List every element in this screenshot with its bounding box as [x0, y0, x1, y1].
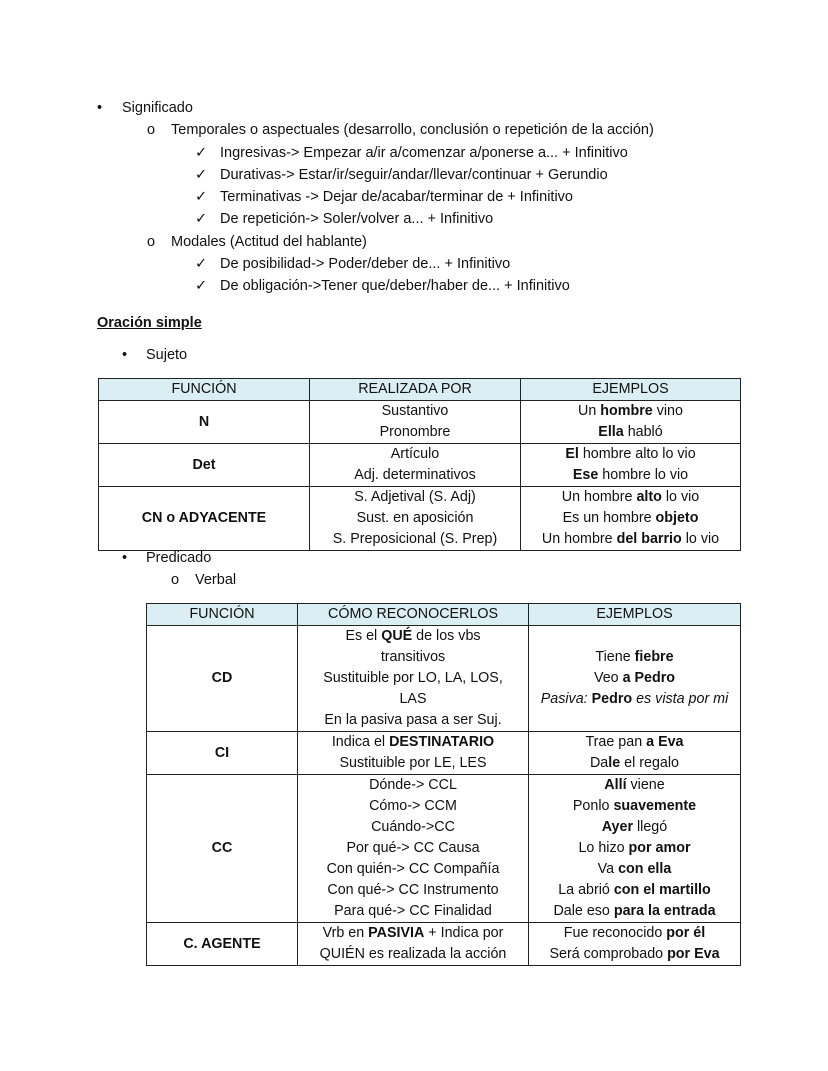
- sub-text: Modales (Actitud del hablante): [171, 233, 367, 250]
- cell-line: [529, 880, 740, 901]
- bold-segment: con ella: [618, 861, 672, 877]
- cell-line: [298, 859, 528, 880]
- examples-cell: [529, 732, 741, 775]
- cell-line: [298, 944, 528, 965]
- text-segment: Fue reconocido: [563, 925, 667, 941]
- text-segment: viene: [626, 777, 665, 793]
- text-segment: Con quién-> CC Compañía: [326, 861, 500, 877]
- text-segment: Con qué-> CC Instrumento: [327, 882, 499, 898]
- recognition-cell: [310, 487, 521, 551]
- bold-segment: a Eva: [646, 734, 684, 750]
- cell-line: [529, 817, 740, 838]
- cell-line: [310, 444, 520, 465]
- text-segment: Dale eso: [553, 903, 614, 919]
- bold-segment: QUÉ: [381, 628, 413, 644]
- cell-line: [529, 796, 740, 817]
- text-segment: el regalo: [620, 755, 680, 771]
- text-segment: Lo hizo: [578, 840, 629, 856]
- text-segment: Dónde-> CCL: [369, 777, 457, 793]
- italic-segment: es vista por mi: [632, 691, 729, 707]
- examples-cell: [529, 923, 741, 966]
- table-row: [99, 444, 741, 487]
- cell-line: [529, 689, 740, 710]
- cell-line: [310, 508, 520, 529]
- text-segment: Un hombre: [561, 489, 637, 505]
- cell-line: [298, 710, 528, 731]
- text-segment: Artículo: [390, 446, 440, 462]
- text-segment: Va: [597, 861, 619, 877]
- text-segment: S. Adjetival (S. Adj): [354, 489, 476, 505]
- bold-segment: Allí: [604, 777, 627, 793]
- checkmark-icon: ✓: [195, 166, 208, 183]
- recognition-cell: [298, 732, 529, 775]
- bold-segment: fiebre: [634, 649, 674, 665]
- bold-segment: Ese: [572, 467, 599, 483]
- cell-line: [310, 401, 520, 422]
- function-cell: N: [99, 401, 310, 444]
- examples-cell: [521, 487, 741, 551]
- bold-segment: Pedro: [591, 691, 633, 707]
- text-segment: llegó: [633, 819, 668, 835]
- table-row: [147, 626, 741, 732]
- text-segment: Adj. determinativos: [354, 467, 476, 483]
- text-segment: Un hombre: [541, 531, 617, 547]
- function-cell: CC: [147, 775, 298, 923]
- cell-line: [529, 647, 740, 668]
- bold-segment: suavemente: [613, 798, 697, 814]
- cell-line: [298, 753, 528, 774]
- text-segment: transitivos: [380, 649, 446, 665]
- cell-line: [529, 944, 740, 965]
- recognition-cell: [310, 401, 521, 444]
- cell-line: [529, 753, 740, 774]
- text-segment: Sustituible por LE, LES: [339, 755, 487, 771]
- recognition-cell: [298, 626, 529, 732]
- cell-line: [521, 529, 740, 550]
- cell-line: [521, 487, 740, 508]
- cell-line: [529, 859, 740, 880]
- examples-cell: [521, 401, 741, 444]
- checkmark-icon: ✓: [195, 256, 208, 273]
- section-heading: Oración simple: [97, 315, 202, 331]
- text-segment: Trae pan: [585, 734, 647, 750]
- text-segment: lo vio: [661, 489, 700, 505]
- function-cell: C. AGENTE: [147, 923, 298, 966]
- sujeto-table: [98, 378, 741, 551]
- cell-line: [298, 668, 528, 689]
- circle-bullet-icon: o: [147, 233, 156, 250]
- function-cell: CN o ADYACENTE: [99, 487, 310, 551]
- bold-segment: Ella: [598, 424, 624, 440]
- bold-segment: con el martillo: [613, 882, 711, 898]
- bold-segment: PASIVIA: [368, 925, 425, 941]
- cell-line: [310, 422, 520, 443]
- checkmark-icon: ✓: [195, 211, 208, 228]
- text-segment: Sustantivo: [381, 403, 449, 419]
- column-header: FUNCIÓN: [147, 604, 298, 626]
- cell-line: [298, 647, 528, 668]
- text-segment: Tiene: [595, 649, 635, 665]
- sub-text: Verbal: [195, 572, 237, 588]
- text-segment: hombre alto lo vio: [578, 446, 696, 462]
- function-cell: CI: [147, 732, 298, 775]
- text-segment: Pronombre: [379, 424, 451, 440]
- cell-line: [521, 444, 740, 465]
- checkmark-icon: ✓: [195, 144, 208, 161]
- bullet-icon: •: [122, 550, 128, 566]
- bold-segment: objeto: [655, 510, 699, 526]
- cell-line: [310, 465, 520, 486]
- text-segment: lo vio: [681, 531, 720, 547]
- function-cell: Det: [99, 444, 310, 487]
- bullet-text: Predicado: [146, 550, 212, 566]
- text-segment: Veo: [593, 670, 623, 686]
- cell-line: [298, 732, 528, 753]
- column-header: EJEMPLOS: [521, 379, 741, 401]
- cell-line: [298, 775, 528, 796]
- bold-segment: hombre: [600, 403, 653, 419]
- recognition-cell: [298, 775, 529, 923]
- check-text: Terminativas -> Dejar de/acabar/terminar de + Infinitivo: [220, 189, 573, 206]
- cell-line: [521, 465, 740, 486]
- circle-bullet-icon: o: [171, 572, 180, 588]
- text-segment: S. Preposicional (S. Prep): [332, 531, 498, 547]
- text-segment: Cómo-> CCM: [369, 798, 457, 814]
- circle-bullet-icon: o: [147, 122, 156, 139]
- check-text: Ingresivas-> Empezar a/ir a/comenzar a/ponerse a... + Infinitivo: [220, 144, 628, 161]
- checkmark-icon: ✓: [195, 189, 208, 206]
- column-header: CÓMO RECONOCERLOS: [298, 604, 529, 626]
- text-segment: LAS: [399, 691, 427, 707]
- text-segment: En la pasiva pasa a ser Suj.: [324, 712, 502, 728]
- column-header: FUNCIÓN: [99, 379, 310, 401]
- text-segment: Indica el: [331, 734, 390, 750]
- column-header: REALIZADA POR: [310, 379, 521, 401]
- check-text: De posibilidad-> Poder/deber de... + Infinitivo: [220, 256, 511, 273]
- bold-segment: por amor: [628, 840, 691, 856]
- cell-line: [298, 626, 528, 647]
- text-segment: La abrió: [558, 882, 614, 898]
- cell-line: [521, 508, 740, 529]
- column-header: EJEMPLOS: [529, 604, 741, 626]
- cell-line: [298, 901, 528, 922]
- text-segment: Es un hombre: [562, 510, 656, 526]
- cell-line: [529, 775, 740, 796]
- examples-cell: [521, 444, 741, 487]
- text-segment: Para qué-> CC Finalidad: [334, 903, 492, 919]
- bullet-text: Significado: [122, 100, 193, 116]
- text-segment: Será comprobado: [549, 946, 668, 962]
- cell-line: [310, 487, 520, 508]
- table-row: [147, 732, 741, 775]
- cell-line: [298, 880, 528, 901]
- cell-line: [521, 401, 740, 422]
- cell-line: [529, 732, 740, 753]
- recognition-cell: [310, 444, 521, 487]
- text-segment: vino: [652, 403, 683, 419]
- text-segment: hombre lo vio: [598, 467, 689, 483]
- text-segment: QUIÉN es realizada la acción: [319, 946, 507, 962]
- bullet-text: Sujeto: [146, 347, 188, 363]
- cell-line: [298, 817, 528, 838]
- text-segment: Sust. en aposición: [356, 510, 474, 526]
- bold-segment: DESTINATARIO: [389, 734, 495, 750]
- bold-segment: del barrio: [616, 531, 682, 547]
- function-cell: CD: [147, 626, 298, 732]
- examples-cell: [529, 626, 741, 732]
- text-segment: Vrb en: [322, 925, 369, 941]
- bold-segment: por él: [666, 925, 706, 941]
- text-segment: Cuándo->CC: [371, 819, 455, 835]
- cell-line: [298, 796, 528, 817]
- text-segment: + Indica por: [424, 925, 504, 941]
- cell-line: [521, 422, 740, 443]
- examples-cell: [529, 775, 741, 923]
- recognition-cell: [298, 923, 529, 966]
- sub-text: Temporales o aspectuales (desarrollo, conclusión o repetición de la acción): [171, 122, 654, 139]
- bullet-icon: •: [97, 100, 103, 116]
- italic-segment: Pasiva:: [540, 691, 592, 707]
- table-row: [99, 487, 741, 551]
- cell-line: [529, 923, 740, 944]
- cell-line: [298, 923, 528, 944]
- checkmark-icon: ✓: [195, 278, 208, 295]
- text-segment: Es el: [345, 628, 382, 644]
- text-segment: Sustituible por LO, LA, LOS,: [323, 670, 503, 686]
- text-segment: Ponlo: [572, 798, 614, 814]
- text-segment: Un: [578, 403, 601, 419]
- table-row: [147, 923, 741, 966]
- bold-segment: para la entrada: [613, 903, 716, 919]
- bold-segment: le: [608, 755, 621, 771]
- bold-segment: por Eva: [667, 946, 720, 962]
- cell-line: [529, 838, 740, 859]
- predicado-verbal-table: [146, 603, 741, 966]
- table-row: [99, 401, 741, 444]
- check-text: Durativas-> Estar/ir/seguir/andar/llevar/continuar + Gerundio: [220, 166, 608, 183]
- bold-segment: El: [565, 446, 579, 462]
- bold-segment: a Pedro: [622, 670, 676, 686]
- check-text: De obligación->Tener que/deber/haber de... + Infinitivo: [220, 278, 570, 295]
- text-segment: Por qué-> CC Causa: [346, 840, 480, 856]
- cell-line: [529, 668, 740, 689]
- cell-line: [310, 529, 520, 550]
- cell-line: [298, 838, 528, 859]
- text-segment: habló: [623, 424, 663, 440]
- text-segment: de los vbs: [412, 628, 481, 644]
- bold-segment: alto: [636, 489, 662, 505]
- cell-line: [529, 901, 740, 922]
- text-segment: Da: [589, 755, 609, 771]
- bullet-icon: •: [122, 347, 128, 363]
- table-row: [147, 775, 741, 923]
- cell-line: [298, 689, 528, 710]
- check-text: De repetición-> Soler/volver a... + Infinitivo: [220, 211, 494, 228]
- bold-segment: Ayer: [601, 819, 634, 835]
